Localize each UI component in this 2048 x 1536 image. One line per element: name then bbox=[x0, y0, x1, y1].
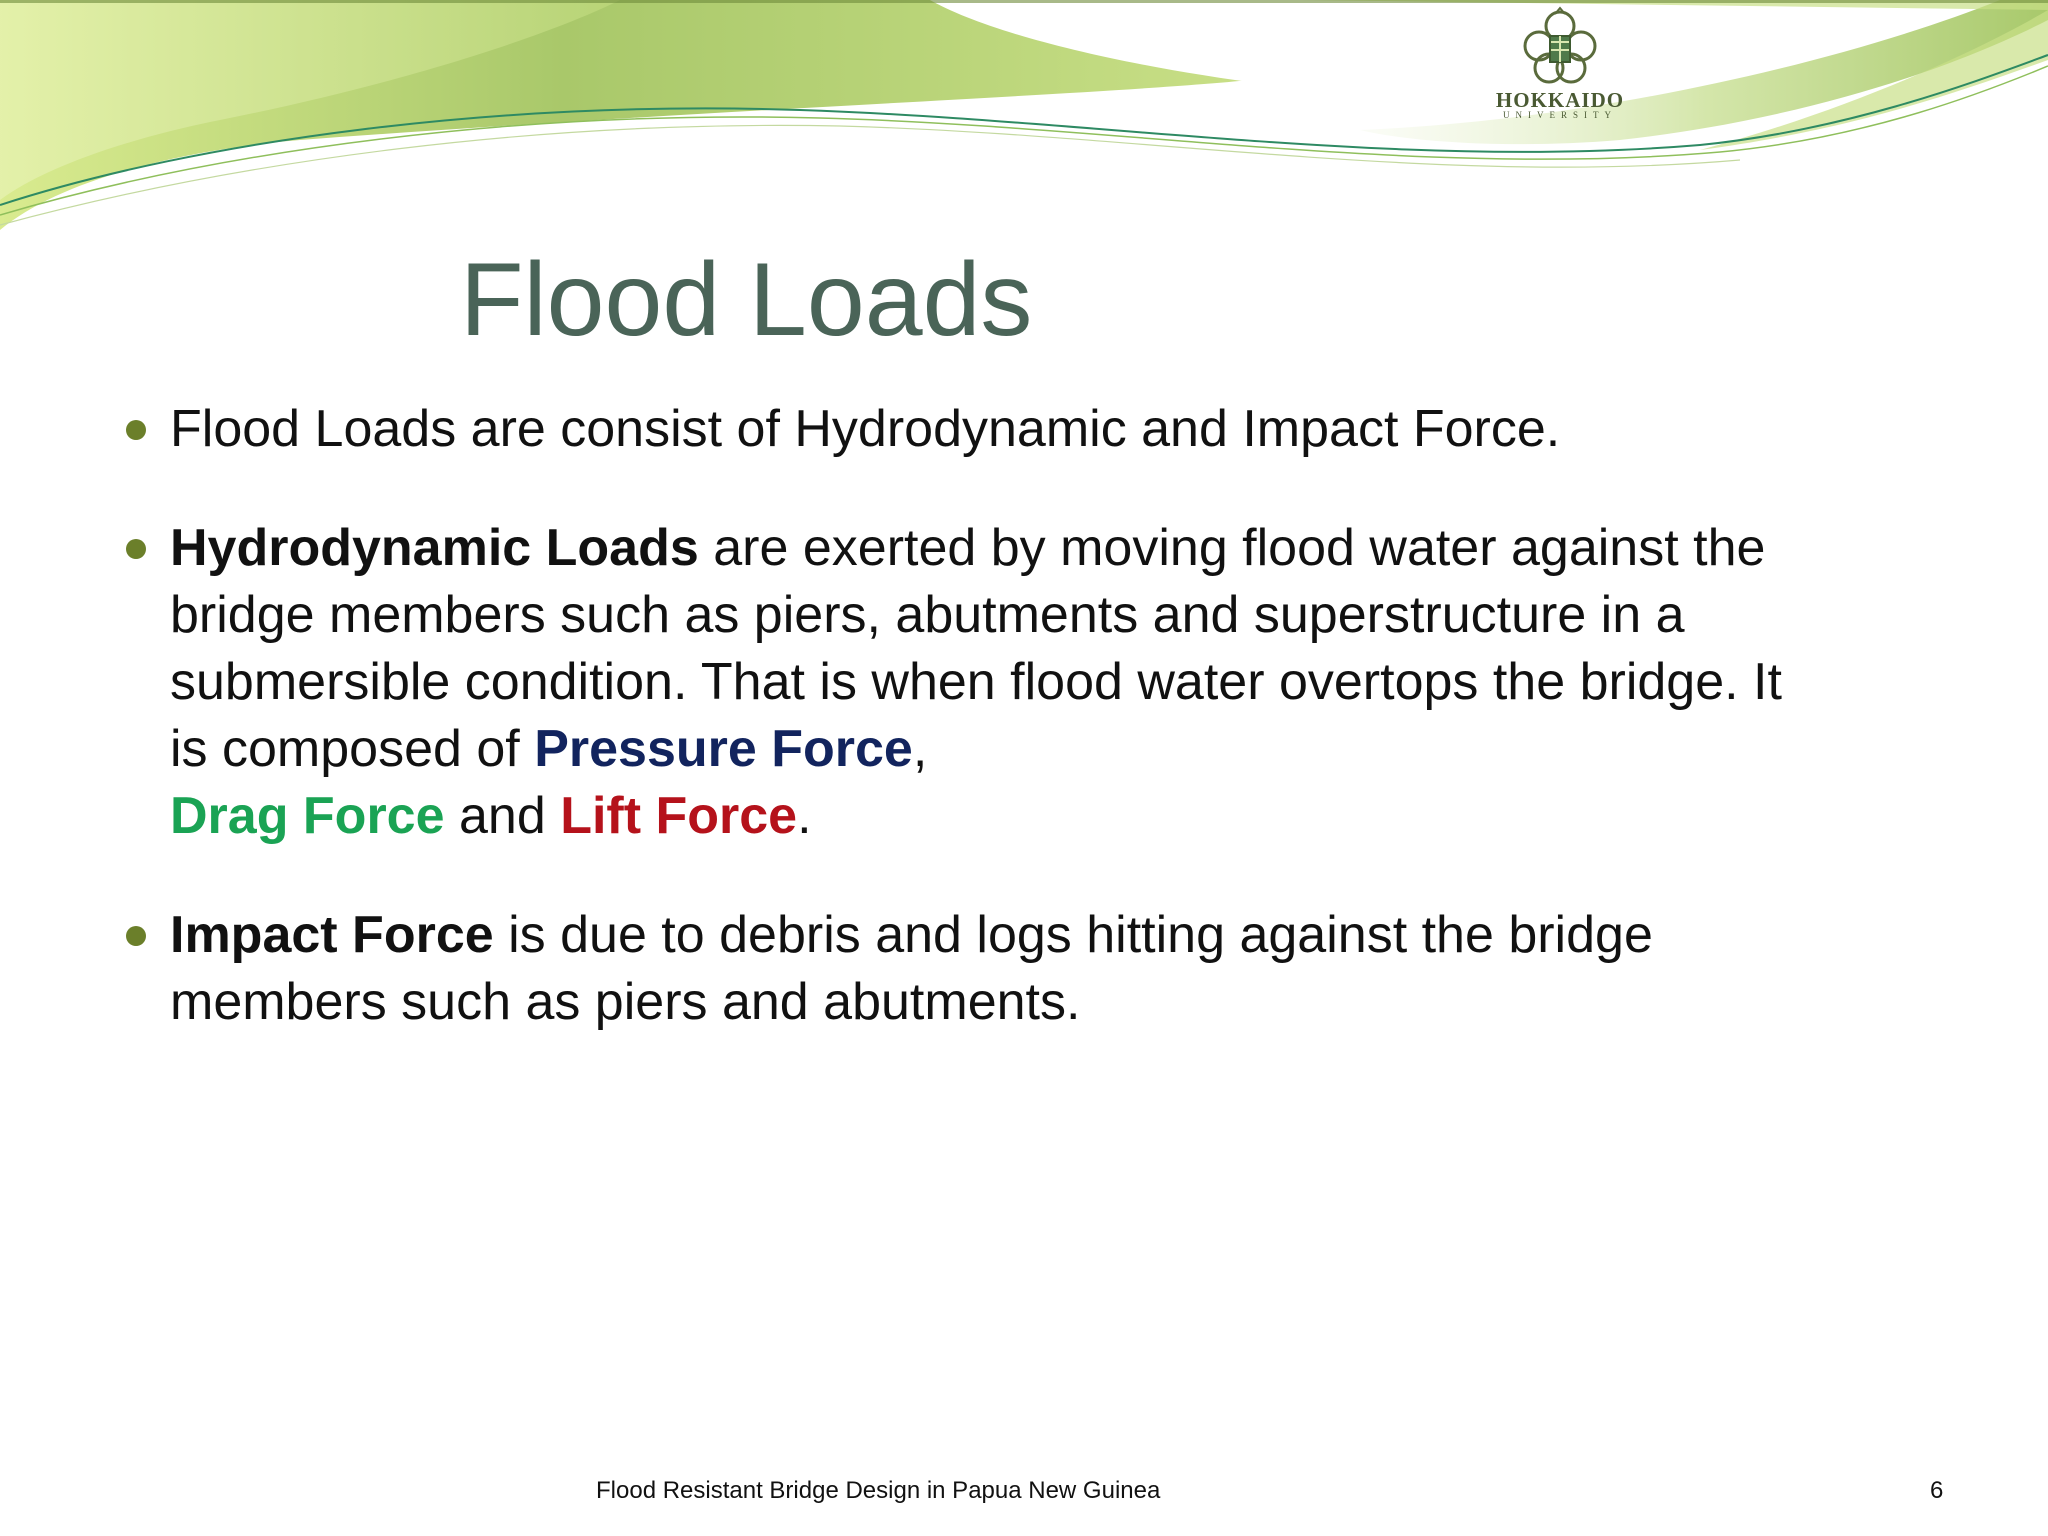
page-number: 6 bbox=[1930, 1477, 1944, 1504]
bullet-list bbox=[122, 396, 1822, 1088]
bullet-comma: , bbox=[912, 720, 928, 778]
bullet-item-flood-loads bbox=[122, 396, 1822, 463]
header-wave-decoration bbox=[0, 0, 2048, 240]
bullet-connector: and bbox=[444, 787, 561, 845]
bullet-item-hydrodynamic-loads bbox=[122, 515, 1822, 850]
hokkaido-university-crest-icon bbox=[1515, 6, 1605, 88]
drag-force-term: Drag Force bbox=[170, 787, 445, 845]
bullet-lead-term: Impact Force bbox=[170, 906, 494, 964]
lift-force-term: Lift Force bbox=[560, 787, 798, 845]
bullet-dot-icon bbox=[126, 420, 146, 440]
bullet-dot-icon bbox=[126, 539, 146, 559]
bullet-text: is due to debris and logs hitting against the bridge members such as piers and abutments. bbox=[170, 906, 1653, 1031]
bullet-text: are exerted by moving flood water against the bridge members such as piers, abutments and superstructure in a submersible condition. That is when flood water overtops the bridge. It is composed of bbox=[170, 519, 1782, 778]
pressure-force-term: Pressure Force bbox=[534, 720, 913, 778]
university-logo bbox=[1490, 6, 1630, 128]
slide-title: Flood Loads bbox=[460, 242, 1033, 358]
logo-subtitle: UNIVERSITY bbox=[1503, 110, 1617, 120]
bullet-dot-icon bbox=[126, 926, 146, 946]
bullet-period: . bbox=[797, 787, 812, 845]
logo-name: HOKKAIDO bbox=[1495, 88, 1625, 112]
bullet-text: Flood Loads are consist of Hydrodynamic and Impact Force. bbox=[170, 400, 1561, 458]
bullet-item-impact-force bbox=[122, 902, 1822, 1036]
footer-text: Flood Resistant Bridge Design in Papua New Guinea bbox=[596, 1477, 1161, 1504]
bullet-lead-term: Hydrodynamic Loads bbox=[170, 519, 699, 577]
